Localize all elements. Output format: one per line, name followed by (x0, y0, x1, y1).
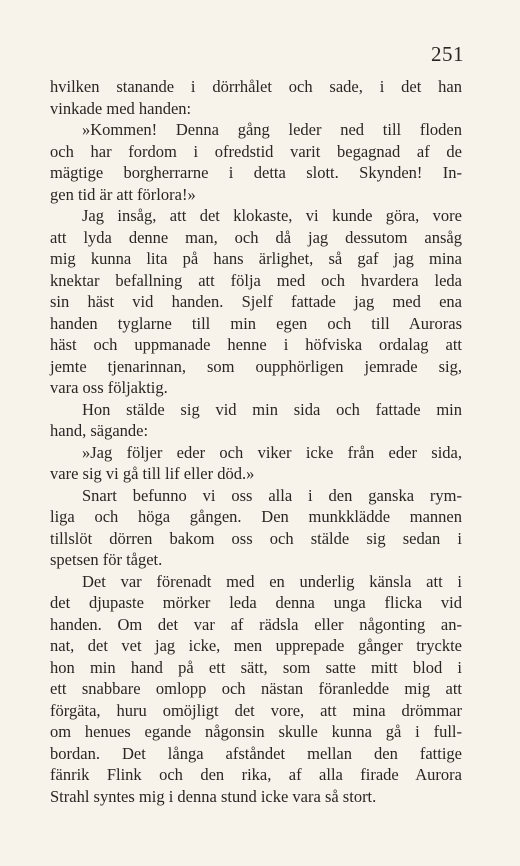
text-line: förgäta, huru omöjligt det vore, att mina drömmar (50, 700, 462, 720)
page-number: 251 (431, 42, 464, 66)
text-line: hon min hand på ett sätt, som satte mitt blod i (50, 657, 462, 677)
text-line: Strahl syntes mig i denna stund icke vara så stort. (50, 786, 377, 806)
text-line: mägtige borgherrarne i detta slott. Skynden! In- (50, 163, 462, 182)
text-line: hvilken stanande i dörrhålet och sade, i det han (50, 77, 462, 96)
text-line: att lyda denne man, och då jag dessutom ansåg (50, 227, 462, 247)
text-line: Hon stälde sig vid min sida och fattade min (82, 399, 462, 419)
text-line: »Kommen! Denna gång leder ned till floden (82, 120, 462, 139)
text-line: handen. Om det var af rädsla eller någonting an- (50, 614, 462, 634)
text-line: gen tid är att förlora!» (50, 184, 196, 204)
text-line: jemte tjenarinnan, som oupphörligen jemrade sig, (50, 356, 462, 376)
text-line: hand, sägande: (50, 421, 149, 440)
body-text (50, 76, 462, 807)
text-line: vara oss följaktig. (50, 378, 168, 397)
text-line: vinkade med handen: (50, 98, 192, 118)
text-line: om henues egande någonsin skulle kunna gå i full- (50, 722, 462, 741)
text-line: knektar befallning att följa med och hvardera leda (50, 270, 462, 290)
text-line: Snart befunno vi oss alla i den ganska rym- (82, 485, 462, 505)
text-line: tillslöt dörren bakom oss och stälde sig sedan i (50, 528, 462, 548)
text-line: mig kunna lita på hans ärlighet, så gaf jag mina (50, 249, 462, 268)
text-line: häst och uppmanade henne i höfviska ordalag att (50, 335, 462, 354)
text-line: »Jag följer eder och viker icke från eder sida, (82, 442, 462, 462)
text-line: bordan. Det långa afståndet mellan den fattige (50, 743, 462, 763)
text-line: vare sig vi gå till lif eller död.» (50, 464, 255, 483)
text-line: ett snabbare omlopp och nästan föranledde mig att (50, 679, 462, 698)
text-line: handen tyglarne till min egen och till Auroras (50, 313, 462, 333)
text-line: spetsen för tåget. (50, 550, 163, 569)
text-line: Det var förenadt med en underlig känsla att i (82, 571, 462, 591)
text-line: fänrik Flink och den rika, af alla firade Aurora (50, 765, 462, 784)
text-line: liga och höga gången. Den munkklädde mannen (50, 507, 462, 526)
text-line: nat, det vet jag icke, men upprepade gånger tryckte (50, 636, 462, 655)
text-line: och har fordom i ofredstid varit begagnad af de (50, 141, 462, 161)
text-line: Jag insåg, att det klokaste, vi kunde göra, vore (82, 206, 462, 225)
text-line: det djupaste mörker leda denna unga flicka vid (50, 593, 462, 612)
text-line: sin häst vid handen. Sjelf fattade jag med ena (50, 292, 462, 311)
